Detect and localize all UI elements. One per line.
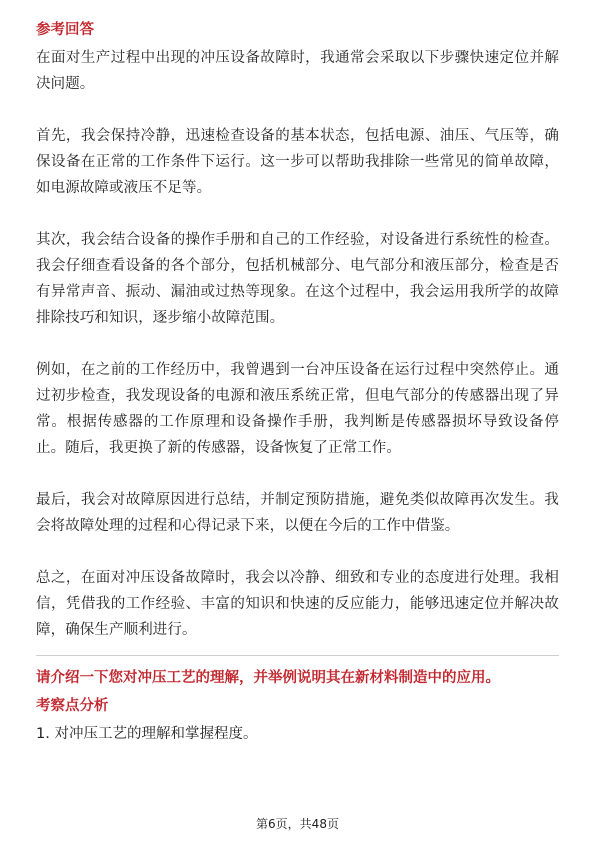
answer-paragraph-6: 总之，在面对冲压设备故障时，我会以冷静、细致和专业的态度进行处理。我相信，凭借我的工作经验、丰富的知识和快速的反应能力，能够迅速定位并解决故障，确保生产顺利进行。	[36, 570, 559, 638]
page-footer: 第6页，共48页	[256, 817, 339, 831]
answer-paragraph-2: 首先，我会保持冷静，迅速检查设备的基本状态，包括电源、油压、气压等，确保设备在正常的工作条件下运行。这一步可以帮助我排除一些常见的简单故障，如电源故障或液压不足等。	[36, 128, 559, 196]
analysis-heading: 考察点分析	[36, 698, 109, 714]
analysis-item-1: 1. 对冲压工艺的理解和掌握程度。	[36, 726, 258, 742]
answer-heading: 参考回答	[36, 22, 94, 38]
document-page	[36, 20, 559, 746]
answer-paragraph-3: 其次，我会结合设备的操作手册和自己的工作经验，对设备进行系统性的检查。我会仔细查看设备的各个部分，包括机械部分、电气部分和液压部分，检查是否有异常声音、振动、漏油或过热等现象。在这个过程中，我会运用我所学的故障排除技巧和知识，逐步缩小故障范围。	[36, 232, 559, 326]
answer-paragraph-4: 例如，在之前的工作经历中，我曾遇到一台冲压设备在运行过程中突然停止。通过初步检查，我发现设备的电源和液压系统正常，但电气部分的传感器出现了异常。根据传感器的工作原理和设备操作手册，我判断是传感器损坏导致设备停止。随后，我更换了新的传感器，设备恢复了正常工作。	[36, 362, 559, 456]
answer-paragraph-1: 在面对生产过程中出现的冲压设备故障时，我通常会采取以下步骤快速定位并解决问题。	[36, 50, 559, 92]
next-question: 请介绍一下您对冲压工艺的理解，并举例说明其在新材料制造中的应用。	[36, 670, 500, 686]
answer-paragraph-5: 最后，我会对故障原因进行总结，并制定预防措施，避免类似故障再次发生。我会将故障处理的过程和心得记录下来，以便在今后的工作中借鉴。	[36, 492, 559, 534]
section-divider	[36, 655, 559, 656]
